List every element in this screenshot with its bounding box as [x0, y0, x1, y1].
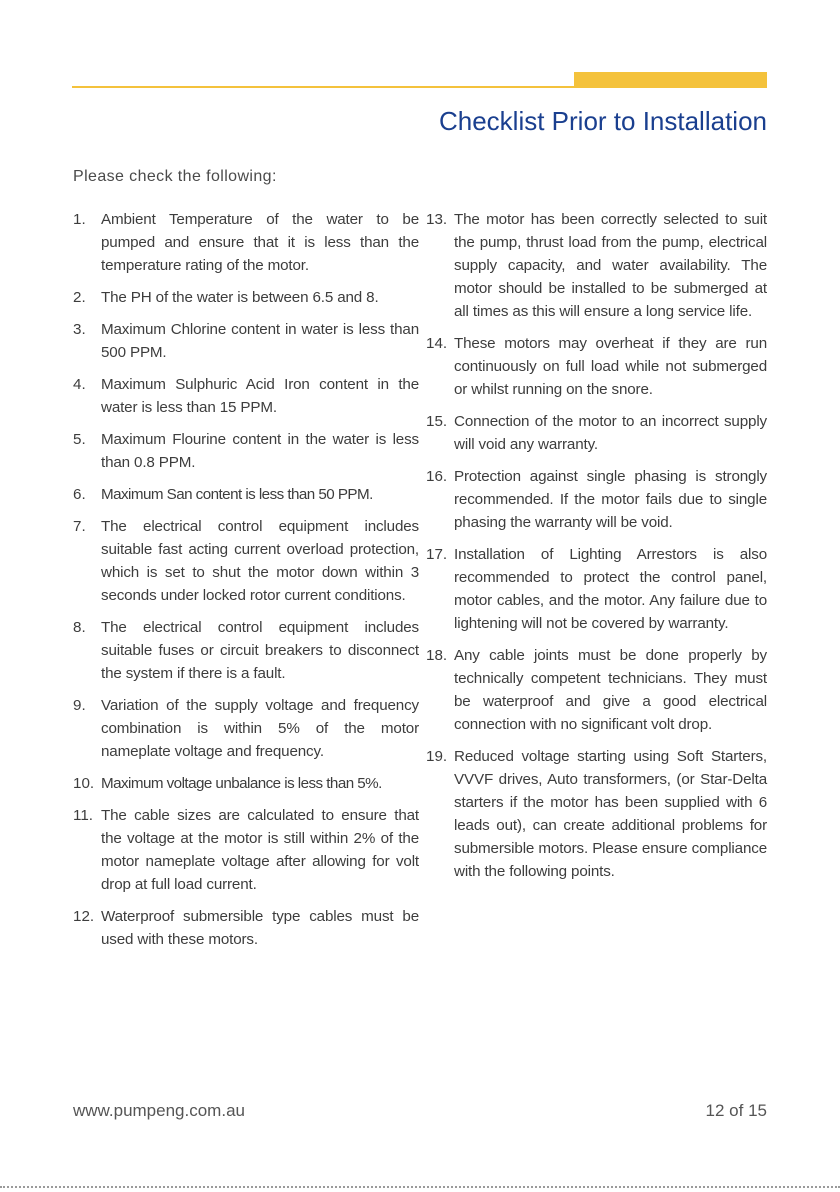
- item-number: 6.: [73, 486, 86, 503]
- item-number: 11.: [73, 807, 93, 824]
- item-text: Maximum Sulphuric Acid Iron content in the water is less than 15 PPM.: [101, 376, 419, 416]
- item-text: These motors may overheat if they are run continuously on full load while not submerged or whilst running on the snore.: [454, 335, 767, 398]
- item-text: Ambient Temperature of the water to be pumped and ensure that it is less than the temperature rating of the motor.: [101, 211, 419, 274]
- checklist-item: [426, 208, 767, 323]
- checklist-item: [73, 694, 419, 763]
- item-text: Protection against single phasing is strongly recommended. If the motor fails due to single phasing the warranty will be void.: [454, 468, 767, 531]
- checklist-item: [73, 483, 419, 506]
- item-number: 19.: [426, 748, 448, 765]
- intro-text: Please check the following:: [73, 168, 277, 185]
- item-number: 1.: [73, 211, 86, 228]
- checklist-right-column: [426, 208, 767, 892]
- item-text: Waterproof submersible type cables must be used with these motors.: [101, 908, 419, 948]
- item-text: Variation of the supply voltage and frequency combination is within 5% of the motor nameplate voltage and frequency.: [101, 697, 419, 760]
- header-accent-tab: [574, 72, 767, 88]
- item-text: Connection of the motor to an incorrect supply will void any warranty.: [454, 413, 767, 453]
- page-number: 12 of 15: [705, 1101, 767, 1120]
- checklist-item: [426, 465, 767, 534]
- checklist-item: [426, 332, 767, 401]
- checklist-item: [73, 373, 419, 419]
- item-text: The motor has been correctly selected to suit the pump, thrust load from the pump, electrical supply capacity, and water availability. The motor should be installed to be submerged at all times as this will ensure a long service life.: [454, 211, 767, 320]
- item-text: Maximum Chlorine content in water is less than 500 PPM.: [101, 321, 419, 361]
- item-number: 15.: [426, 413, 448, 430]
- checklist-item: [426, 644, 767, 736]
- checklist-item: [426, 410, 767, 456]
- page-bottom-divider: [0, 1186, 840, 1188]
- checklist-left-column: [73, 208, 419, 960]
- checklist-item: [73, 515, 419, 607]
- checklist-item: [73, 286, 419, 309]
- item-number: 2.: [73, 289, 86, 306]
- checklist-item: [73, 318, 419, 364]
- item-number: 14.: [426, 335, 448, 352]
- item-text: Installation of Lighting Arrestors is also recommended to protect the control panel, motor cables, and the motor. Any failure due to lightening will not be covered by warranty.: [454, 546, 767, 632]
- checklist-item: [73, 804, 419, 896]
- item-text: Maximum voltage unbalance is less than 5%.: [101, 775, 382, 792]
- page-title: Checklist Prior to Installation: [438, 106, 767, 136]
- item-text: The PH of the water is between 6.5 and 8.: [101, 289, 379, 306]
- item-text: The electrical control equipment includes suitable fuses or circuit breakers to disconnect the system if there is a fault.: [101, 619, 419, 682]
- item-number: 7.: [73, 518, 86, 535]
- item-text: Any cable joints must be done properly by technically competent technicians. They must be waterproof and give a good electrical connection with no significant volt drop.: [454, 647, 767, 733]
- checklist-item: [73, 772, 419, 795]
- checklist-item: [426, 543, 767, 635]
- item-number: 17.: [426, 546, 448, 563]
- item-number: 5.: [73, 431, 86, 448]
- item-number: 9.: [73, 697, 86, 714]
- item-text: Maximum Flourine content in the water is less than 0.8 PPM.: [101, 431, 419, 471]
- item-number: 4.: [73, 376, 86, 393]
- footer-website-link[interactable]: www.pumpeng.com.au: [73, 1101, 245, 1120]
- item-number: 13.: [426, 211, 448, 228]
- checklist-item: [73, 616, 419, 685]
- item-number: 8.: [73, 619, 86, 636]
- item-number: 10.: [73, 775, 95, 792]
- checklist-item: [73, 905, 419, 951]
- checklist-item: [73, 208, 419, 277]
- item-number: 3.: [73, 321, 86, 338]
- item-number: 12.: [73, 908, 95, 925]
- item-text: The cable sizes are calculated to ensure that the voltage at the motor is still within 2% of the motor nameplate voltage after allowing for volt drop at full load current.: [101, 807, 419, 893]
- item-text: The electrical control equipment includes suitable fast acting current overload protection, which is set to shut the motor down within 3 seconds under locked rotor current conditions.: [101, 518, 419, 604]
- item-number: 18.: [426, 647, 448, 664]
- checklist-item: [73, 428, 419, 474]
- item-text: Reduced voltage starting using Soft Starters, VVVF drives, Auto transformers, (or Star-Delta starters if the motor has been supplied with 6 leads out), can create additional problems for submersible motors. Please ensure compliance with the following points.: [454, 748, 767, 880]
- item-text: Maximum San content is less than 50 PPM.: [101, 486, 373, 503]
- checklist-item: [426, 745, 767, 883]
- item-number: 16.: [426, 468, 448, 485]
